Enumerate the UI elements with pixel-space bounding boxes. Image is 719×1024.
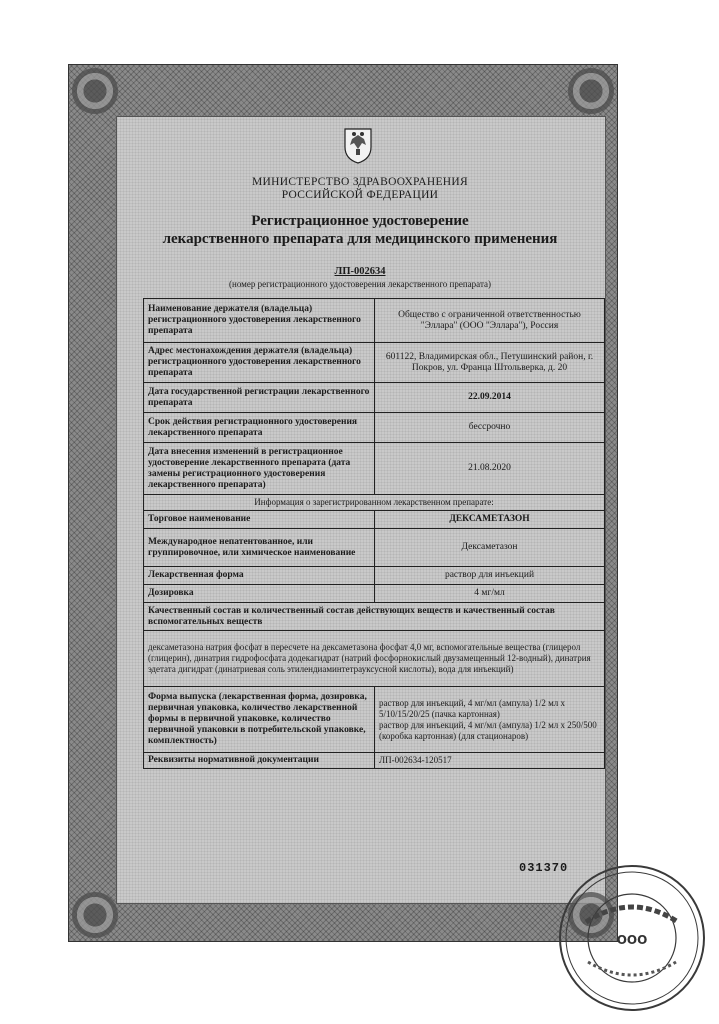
reg-date-value: 22.09.2014	[375, 383, 605, 413]
norm-doc-value: ЛП-002634-120517	[375, 753, 605, 769]
dosage-label: Дозировка	[144, 585, 375, 603]
dosage-value: 4 мг/мл	[375, 585, 605, 603]
release-form-item: раствор для инъекций, 4 мг/мл (ампула) 1/2 мл х 250/500 (коробка картонная) (для стационаров)	[379, 719, 597, 741]
title-line-2: лекарственного препарата для медицинского применения	[162, 231, 558, 247]
corner-ornament	[568, 68, 614, 114]
table-row	[144, 495, 605, 511]
table-row	[144, 603, 605, 631]
form-value: раствор для инъекций	[375, 567, 605, 585]
trade-name-value: ДЕКСАМЕТАЗОН	[375, 511, 605, 529]
table-row	[144, 567, 605, 585]
table-row	[144, 529, 605, 567]
table-row	[144, 343, 605, 383]
ministry-line-1: МИНИСТЕРСТВО ЗДРАВООХРАНЕНИЯ	[251, 176, 468, 188]
table-row	[144, 443, 605, 495]
corner-ornament	[72, 892, 118, 938]
changes-value: 21.08.2020	[375, 443, 605, 495]
release-form-label: Форма выпуска (лекарственная форма, дозировка, первичная упаковка, количество лекарственной формы в первичной упаковке, количество первичной упаковки в потребительской упаковке, комплектность)	[144, 687, 375, 753]
svg-text:OOO: OOO	[616, 933, 648, 947]
form-label: Лекарственная форма	[144, 567, 375, 585]
reg-date-label: Дата государственной регистрации лекарственного препарата	[144, 383, 375, 413]
registration-number-caption: (номер регистрационного удостоверения лекарственного препарата)	[229, 279, 491, 289]
norm-doc-label: Реквизиты нормативной документации	[144, 753, 375, 769]
company-seal-stamp	[556, 862, 708, 1014]
registration-table	[143, 298, 605, 769]
table-row	[144, 511, 605, 529]
coat-of-arms-icon	[341, 125, 375, 165]
holder-value: Общество с ограниченной ответственностью "Эллара" (ООО "Эллара"), Россия	[375, 299, 605, 343]
document-title	[140, 212, 580, 248]
table-row	[144, 383, 605, 413]
table-row	[144, 753, 605, 769]
corner-ornament	[72, 68, 118, 114]
table-row	[144, 687, 605, 753]
address-value: 601122, Владимирская обл., Петушинский район, г. Покров, ул. Франца Штольверка, д. 20	[375, 343, 605, 383]
composition-text: дексаметазона натрия фосфат в пересчете на дексаметазона фосфат 4,0 мг, вспомогательные вещества (глицерол (глицерин), динатрия гидрофосфата додекагидрат (натрий фосфорнокислый двузамещенный 12-водный), динатрия эдетата дигидрат (динатриевая соль этилендиаминтетрауксусной кислоты), вода для инъекций)	[144, 631, 605, 687]
trade-name-label: Торговое наименование	[144, 511, 375, 529]
release-form-value	[375, 687, 605, 753]
ministry-line-2: РОССИЙСКОЙ ФЕДЕРАЦИИ	[281, 189, 439, 201]
holder-label: Наименование держателя (владельца) регистрационного удостоверения лекарственного препарата	[144, 299, 375, 343]
title-line-1: Регистрационное удостоверение	[251, 213, 469, 229]
validity-value: бессрочно	[375, 413, 605, 443]
table-row	[144, 631, 605, 687]
table-row	[144, 413, 605, 443]
registration-number: ЛП-002634	[334, 266, 386, 277]
inn-label: Международное непатентованное, или группировочное, или химическое наименование	[144, 529, 375, 567]
serial-number: 031370	[519, 861, 569, 875]
validity-label: Срок действия регистрационного удостоверения лекарственного препарата	[144, 413, 375, 443]
table-row	[144, 585, 605, 603]
address-label: Адрес местонахождения держателя (владельца) регистрационного удостоверения лекарственного препарата	[144, 343, 375, 383]
info-header: Информация о зарегистрированном лекарственном препарате:	[144, 495, 605, 511]
inn-value: Дексаметазон	[375, 529, 605, 567]
ministry-name	[140, 176, 580, 202]
changes-label: Дата внесения изменений в регистрационное удостоверение лекарственного препарата (дата замены регистрационного удостоверения лекарственного препарата)	[144, 443, 375, 495]
release-form-item: раствор для инъекций, 4 мг/мл (ампула) 1/2 мл х 5/10/15/20/25 (пачка картонная)	[379, 697, 566, 719]
composition-header: Качественный состав и количественный состав действующих веществ и качественный состав вспомогательных веществ	[144, 603, 605, 631]
table-row	[144, 299, 605, 343]
